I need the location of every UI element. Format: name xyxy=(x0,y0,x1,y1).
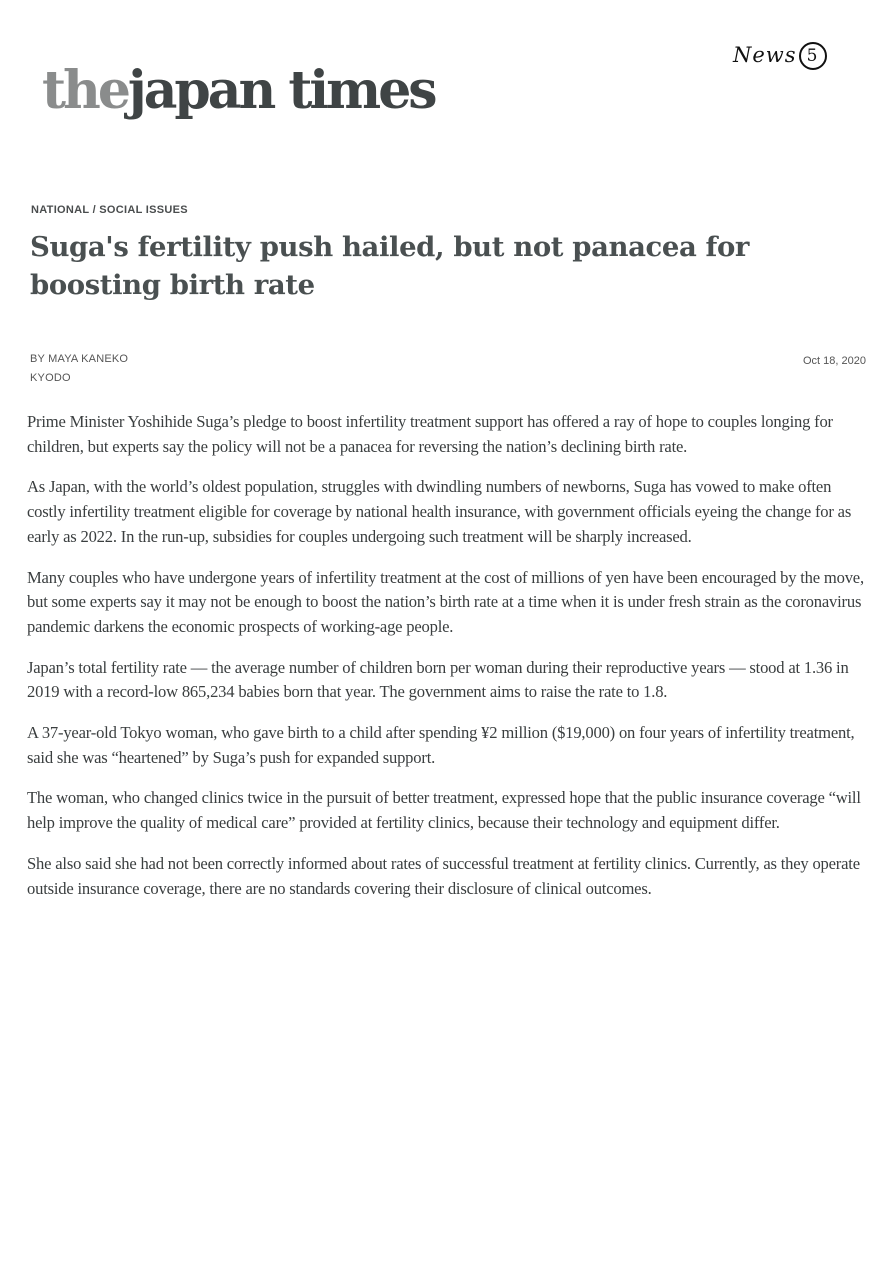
article-body xyxy=(27,410,872,917)
byline xyxy=(30,350,128,388)
handwritten-annotation xyxy=(733,42,827,70)
byline-author: BY MAYA KANEKO xyxy=(30,353,129,365)
paragraph: She also said she had not been correctly informed about rates of successful treatment at fertility clinics. Currently, as they operate outside insurance coverage, there are no standards covering their disclosure of clinical outcomes. xyxy=(27,853,860,898)
japan-times-logo xyxy=(42,56,435,126)
handwritten-circled-number: 5 xyxy=(799,42,827,70)
paragraph: Japan’s total fertility rate — the average number of children born per woman during their reproductive years — stood at 1.36 in 2019 with a record-low 865,234 babies born that year. The government aims to raise the rate to 1.8. xyxy=(27,657,849,702)
paragraph: Many couples who have undergone years of infertility treatment at the cost of millions of yen have been encouraged by the move, but some experts say it may not be enough to boost the nation’s birth rate at a time when it is under fresh strain as the coronavirus pandemic darkens the economic prospects of working-age people. xyxy=(27,567,864,636)
handwritten-note-text: News xyxy=(733,43,797,67)
logo-japan-times: japan times xyxy=(127,60,435,121)
section-breadcrumb: NATIONAL / SOCIAL ISSUES xyxy=(31,204,188,216)
paragraph: A 37-year-old Tokyo woman, who gave birth to a child after spending ¥2 million ($19,000) on four years of infertility treatment, said she was “heartened” by Suga’s push for expanded support. xyxy=(27,723,855,767)
byline-source: KYODO xyxy=(30,372,71,384)
paragraph: The woman, who changed clinics twice in the pursuit of better treatment, expressed hope that the public insurance coverage “will help improve the quality of medical care” provided at fertility clinics, because their technology and equipment differ. xyxy=(27,788,861,833)
article-headline: Suga's fertility push hailed, but not panacea for boosting birth rate xyxy=(30,231,750,301)
paragraph: Prime Minister Yoshihide Suga’s pledge to boost infertility treatment support has offered a ray of hope to couples longing for children, but experts say the policy will not be a panacea for reversing the nation’s declining birth rate. xyxy=(27,412,833,456)
logo-the: the xyxy=(42,60,128,121)
paragraph: As Japan, with the world’s oldest population, struggles with dwindling numbers of newborns, Suga has vowed to make often costly infertility treatment eligible for coverage by national health insurance, with government officials eyeing the change for as early as 2022. In the run-up, subsidies for couples undergoing such treatment will be sharply increased. xyxy=(27,477,852,546)
publish-date: Oct 18, 2020 xyxy=(803,355,866,367)
